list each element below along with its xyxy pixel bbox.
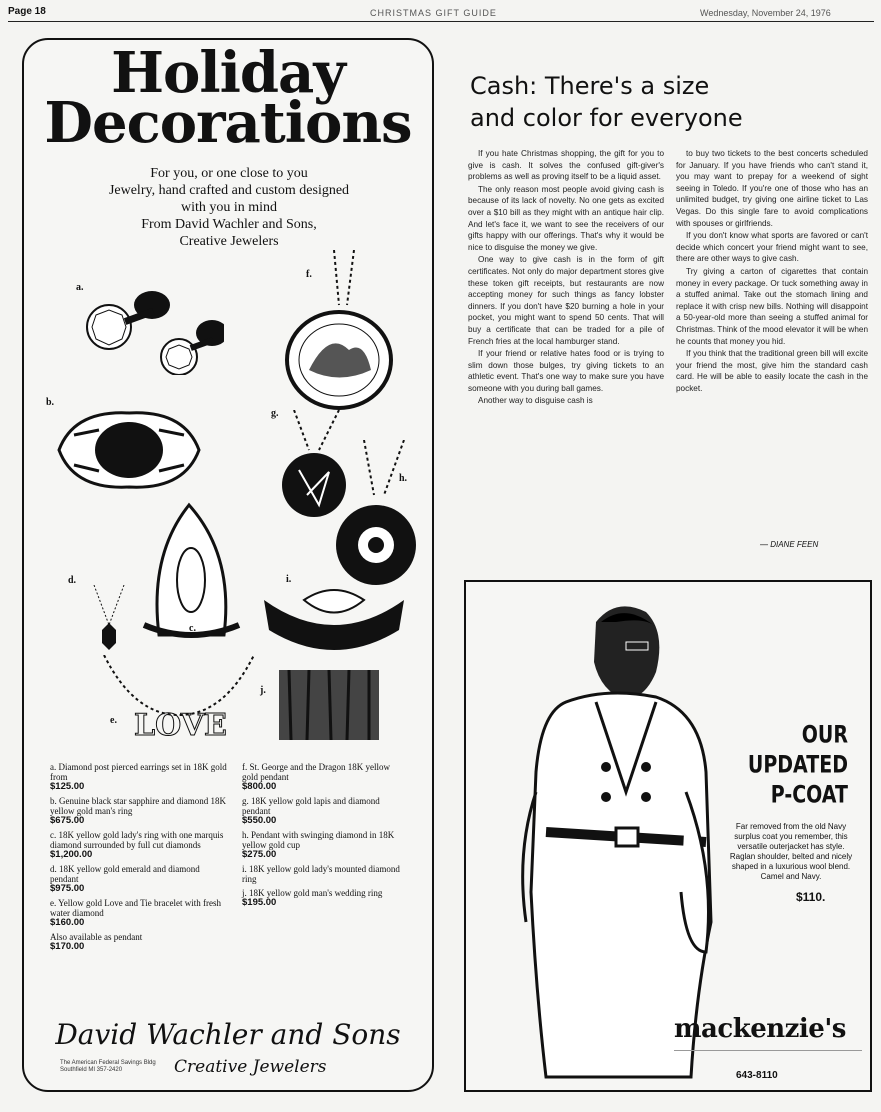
article-column-1	[468, 148, 664, 408]
headline-line: and color for everyone	[470, 104, 743, 132]
mackenzies-ad	[464, 580, 872, 1092]
item-label-i: i.	[286, 574, 292, 585]
item-label-e: e.	[110, 715, 117, 726]
diamond-cup-pendant-illustration	[324, 440, 424, 590]
store-address: The American Federal Savings Bldg Southfield MI 357-2420	[60, 1060, 156, 1073]
paragraph: If you don't know what sports are favored or can't decide which concert your friend might want to see, there are other ways to give cash.	[676, 231, 868, 264]
item-label-j: j.	[260, 685, 266, 696]
price-item: a. Diamond post pierced earrings set in 18K gold from $125.00	[50, 762, 227, 792]
store-logo: mackenzie's	[674, 1014, 846, 1044]
article-byline: — DIANE FEEN	[760, 540, 819, 549]
price-item: i. 18K yellow gold lady's mounted diamond ring	[242, 864, 400, 884]
intro-line: with you in mind	[180, 200, 278, 215]
store-phone: 643-8110	[736, 1070, 778, 1081]
item-label-a: a.	[76, 282, 84, 293]
page-number: Page 18	[8, 6, 46, 17]
item-label-f: f.	[306, 269, 312, 280]
item-label-d: d.	[68, 575, 77, 586]
wachler-ad	[22, 38, 434, 1092]
article-headline	[470, 70, 870, 134]
intro-line: Creative Jewelers	[179, 234, 279, 249]
diamond-ring-illustration	[259, 580, 409, 650]
item-label-b: b.	[46, 397, 55, 408]
price-item: g. 18K yellow gold lapis and diamond pendant $550.00	[242, 796, 380, 826]
intro-line: For you, or one close to you	[150, 166, 308, 181]
paragraph: Try giving a carton of cigarettes that contain money in every package. Or tuck something away in a stuffed animal. Take out the stomach lining and replace it with crisp new bills. Nothing will disappoint a 50-year-old more than seeing a stuffed animal for Christmas. Think of the mood elevator it will be when he counts that money you hid.	[676, 266, 868, 346]
header-rule	[8, 21, 874, 22]
paragraph: If your friend or relative hates food or is trying to slim down those bulges, try giving tickets to an athletic event. That's one way to make sure you have someone with you during ball games.	[468, 349, 664, 393]
star-sapphire-ring-illustration	[54, 405, 204, 495]
ad-description: Far removed from the old Navy surplus coat you remember, this versatile outerjacket has style. Raglan shoulder, belted and nicely shaped in a luxurious wool blend. Camel and Navy.	[729, 822, 853, 881]
item-label-g: g.	[271, 408, 279, 419]
price-item: Also available as pendant $170.00	[50, 932, 143, 952]
price-item: b. Genuine black star sapphire and diamond 18K yellow gold man's ring $675.00	[50, 796, 226, 826]
store-tagline: Creative Jewelers	[174, 1057, 327, 1077]
item-label-c: c.	[189, 623, 196, 634]
intro-line: Jewelry, hand crafted and custom designed	[108, 183, 350, 198]
price-list-right	[242, 762, 402, 912]
paragraph: If you hate Christmas shopping, the gift for you to give is cash. It solves the confused gift-giver's problems as well as proving itself to be a liquid asset.	[468, 149, 664, 182]
ad-price: $110.	[796, 890, 826, 904]
intro-line: From David Wachler and Sons,	[141, 217, 317, 232]
emerald-pendant-illustration	[84, 585, 134, 665]
price-item: c. 18K yellow gold lady's ring with one marquis diamond surrounded by full cut diamonds $1,200.00	[50, 830, 224, 860]
price-list-left	[50, 762, 230, 956]
headline-line: P-COAT	[770, 781, 848, 809]
paragraph: to buy two tickets to the best concerts scheduled for January. If you have friends who can't stand it, you may want to prepay for a weekend of sight seeing in Toledo. If you're one of those who has an unlimited budget, try giving one airline ticket to Las Vegas. Do this single fare to avoid complications with spouses or girlfriends.	[676, 149, 868, 228]
price-item: e. Yellow gold Love and Tie bracelet with fresh water diamond $160.00	[50, 898, 221, 928]
section-title: CHRISTMAS GIFT GUIDE	[370, 8, 497, 18]
ad-title-line2: Decorations	[44, 90, 412, 156]
paragraph: One way to give cash is in the form of gift certificates. Not only do major department stores give these token gift receipts, but restaurants are now accepting money for such things as fancy lobster dinners. If you don't have $20 burning a hole in your pocket, you might want to spend 50 cents. That will buy a certificate that can be traded for a pile of French fries at the local hamburger stand.	[468, 255, 664, 346]
price-item: h. Pendant with swinging diamond in 18K yellow gold cup $275.00	[242, 830, 395, 860]
price-item: j. 18K yellow gold man's wedding ring $195.00	[242, 888, 383, 908]
ad-headline	[716, 720, 848, 810]
svg-text:LOVE: LOVE	[134, 708, 227, 743]
paragraph: If you think that the traditional green bill will excite your friend the most, give him the standard cash card. He will be able to easily locate the cash in the pocket.	[676, 349, 868, 393]
ad-title-line1: Holiday	[111, 40, 345, 106]
store-signature: David Wachler and Sons	[55, 1018, 401, 1051]
issue-date: Wednesday, November 24, 1976	[700, 8, 831, 18]
price-item: f. St. George and the Dragon 18K yellow gold pendant $800.00	[242, 762, 391, 792]
logo-rule	[674, 1050, 862, 1051]
paragraph: The only reason most people avoid giving cash is because of its lack of novelty. No one gets as excited over a $10 bill as they might with an antique hair clip. And let's face it, we want to see the receivers of our gifts happy with our offerings. That's why it would be nice to disguise the money we give.	[468, 184, 664, 252]
ad-title	[24, 40, 432, 156]
love-bracelet-illustration	[94, 655, 264, 745]
headline-line: OUR UPDATED	[747, 721, 848, 779]
ad-intro	[44, 165, 414, 250]
headline-line: Cash: There's a size	[470, 72, 710, 100]
price-item: d. 18K yellow gold emerald and diamond pendant $975.00	[50, 864, 200, 894]
item-label-h: h.	[399, 473, 408, 484]
p-coat-illustration	[506, 592, 716, 1087]
article-column-2	[676, 148, 868, 395]
paragraph: Another way to disguise cash is	[478, 396, 593, 406]
wedding-ring-illustration	[269, 660, 389, 745]
st-george-pendant-illustration	[279, 250, 399, 410]
